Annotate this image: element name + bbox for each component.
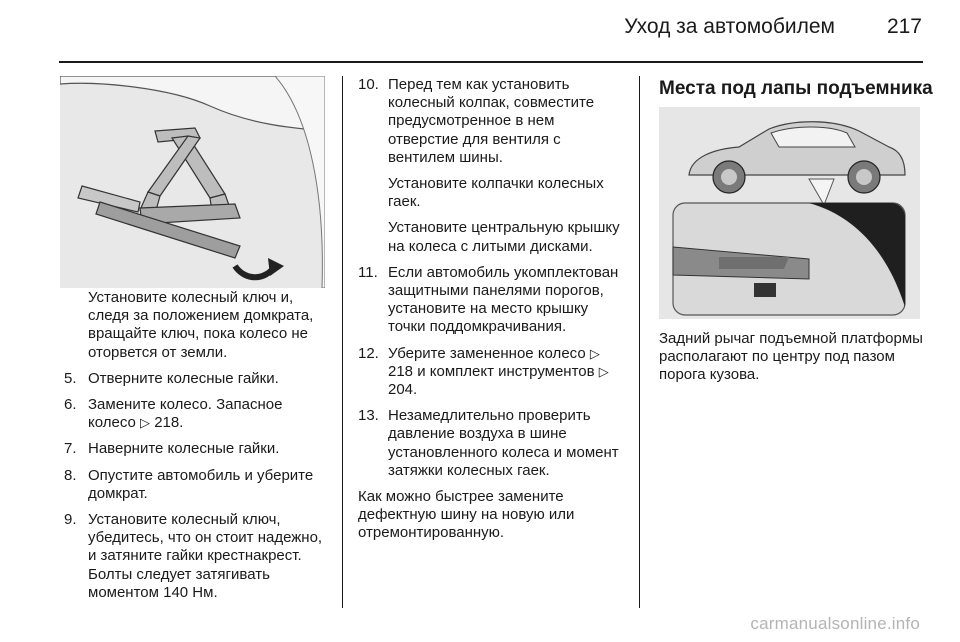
- step-number: 13.: [358, 407, 379, 425]
- step-text: Наверните колесные гайки.: [88, 440, 280, 458]
- step-number: 10.: [358, 76, 379, 93]
- step-11: [358, 264, 626, 337]
- step-number: 11.: [358, 263, 378, 281]
- step-paragraph: Установите центральную крышку на колеса с литыми дисками.: [388, 219, 620, 255]
- body-paragraph: Задний рычаг подъемной платформы располагают по центру под пазом порога кузова.: [659, 330, 923, 384]
- step-text: Отверните колесные гайки.: [88, 369, 279, 387]
- step-text: Уберите замененное колесо: [388, 344, 586, 362]
- lift-point-illustration: [659, 107, 920, 319]
- col-divider-1: [342, 76, 343, 608]
- watermark: carmanualsonline.info: [750, 614, 920, 633]
- column-2: [358, 76, 626, 543]
- step-number: 9.: [64, 511, 77, 529]
- page-reference: 218.: [154, 414, 184, 432]
- column-1: [64, 289, 334, 610]
- step-text: Замените колесо. Запасное колесо: [88, 396, 283, 432]
- triangle-xref-icon: ▷: [140, 415, 151, 431]
- step-6: [64, 396, 334, 432]
- page-reference: 204.: [388, 381, 418, 399]
- step-12: [358, 345, 626, 400]
- step-number: 12.: [358, 344, 379, 362]
- step-9: [64, 511, 334, 602]
- triangle-xref-icon: ▷: [589, 345, 600, 361]
- step-paragraph: Перед тем как установить колесный колпак, совместите предусмотренное в нем отверстие для вентиля с вентилем шины.: [388, 76, 595, 166]
- step-10: [358, 76, 626, 256]
- section-heading: Места под лапы подъемника: [659, 78, 933, 99]
- step-paragraph: Установите колпачки колесных гаек.: [388, 175, 604, 211]
- column-3: [659, 330, 927, 385]
- page-number: 217: [886, 15, 922, 38]
- step-number: 6.: [64, 396, 77, 414]
- step-5: [64, 370, 334, 388]
- step-number: 8.: [64, 466, 77, 484]
- intro-paragraph: Установите колесный ключ и, следя за положением домкрата, вращайте ключ, пока колесо не оторвется от земли.: [88, 289, 314, 361]
- step-text: Установите колесный ключ, убедитесь, что он стоит надежно, и затяните гайки крестнакрест. Болты следует затягивать моментом 140 Нм.: [88, 511, 323, 601]
- step-number: 7.: [64, 440, 77, 458]
- step-text: Незамедлительно проверить давление воздуха в шине установленного колеса и момент затяжки колесных гаек.: [388, 407, 619, 479]
- closing-paragraph: Как можно быстрее замените дефектную шину на новую или отремонтированную.: [358, 488, 575, 542]
- step-8: [64, 467, 334, 503]
- step-13: [358, 407, 626, 480]
- header-rule: [59, 61, 923, 63]
- running-title: Уход за автомобилем: [624, 15, 835, 38]
- col-divider-2: [639, 76, 640, 608]
- step-7: [64, 440, 334, 458]
- step-number: 5.: [64, 369, 77, 387]
- jack-illustration: [60, 76, 325, 288]
- page-reference: 218 и комплект инструментов: [388, 362, 595, 380]
- step-text: Опустите автомобиль и уберите домкрат.: [88, 466, 314, 502]
- step-text: Если автомобиль укомплектован защитными панелями порогов, установите на место крышку точки поддомкрачивания.: [388, 263, 619, 336]
- triangle-xref-icon: ▷: [598, 363, 609, 379]
